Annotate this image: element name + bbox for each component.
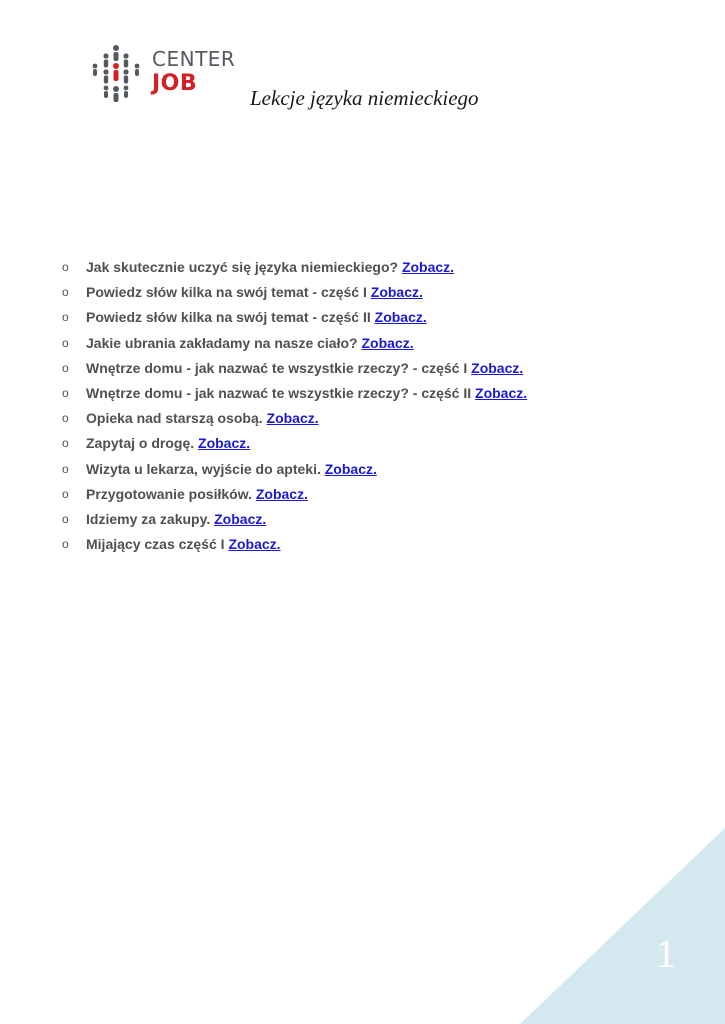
list-item bbox=[60, 458, 680, 483]
logo-text-job: JOB bbox=[152, 71, 198, 96]
lesson-title: Zapytaj o drogę. bbox=[86, 435, 195, 452]
bullet-icon: o bbox=[62, 537, 69, 552]
bullet-icon: o bbox=[62, 461, 69, 476]
list-item bbox=[60, 256, 680, 281]
lesson-title: Idziemy za zakupy. bbox=[86, 510, 211, 527]
list-item bbox=[60, 332, 680, 357]
lesson-title: Powiedz słów kilka na swój temat - część I bbox=[86, 284, 367, 301]
bullet-icon: o bbox=[62, 335, 69, 350]
lesson-list bbox=[60, 256, 680, 558]
center-job-logo bbox=[90, 44, 250, 106]
lesson-title: Mijający czas część I bbox=[86, 536, 225, 553]
bullet-icon: o bbox=[62, 436, 69, 451]
lesson-link[interactable]: Zobacz. bbox=[374, 309, 427, 326]
lesson-link[interactable]: Zobacz. bbox=[361, 334, 414, 351]
lesson-title: Przygotowanie posiłków. bbox=[86, 485, 252, 502]
lesson-link[interactable]: Zobacz. bbox=[370, 284, 423, 301]
corner-decoration bbox=[520, 828, 725, 1024]
list-item bbox=[60, 483, 680, 508]
bullet-icon: o bbox=[62, 310, 69, 325]
lesson-title: Opieka nad starszą osobą. bbox=[86, 410, 263, 427]
bullet-icon: o bbox=[62, 511, 69, 526]
bullet-icon: o bbox=[62, 385, 69, 400]
list-item bbox=[60, 407, 680, 432]
lesson-title: Wnętrze domu - jak nazwać te wszystkie rzeczy? - część I bbox=[86, 359, 468, 376]
lesson-link[interactable]: Zobacz. bbox=[475, 384, 528, 401]
bullet-icon: o bbox=[62, 360, 69, 375]
bullet-icon: o bbox=[62, 260, 69, 274]
bullet-icon: o bbox=[62, 486, 69, 501]
lesson-title: Powiedz słów kilka na swój temat - część II bbox=[86, 309, 371, 326]
page-title: Lekcje języka niemieckiego bbox=[250, 86, 479, 110]
lesson-link[interactable]: Zobacz. bbox=[198, 435, 251, 452]
list-item bbox=[60, 508, 680, 533]
list-item bbox=[60, 432, 680, 457]
page-number: 1 bbox=[656, 931, 676, 976]
logo-text-center: CENTER bbox=[152, 47, 236, 71]
list-item bbox=[60, 382, 680, 407]
list-item bbox=[60, 357, 680, 382]
lesson-link[interactable]: Zobacz. bbox=[266, 410, 319, 427]
list-item bbox=[60, 533, 680, 558]
lesson-title: Jakie ubrania zakładamy na nasze ciało? bbox=[86, 334, 358, 351]
lesson-title: Jak skutecznie uczyć się języka niemieckiego? bbox=[86, 259, 399, 275]
lesson-link[interactable]: Zobacz. bbox=[255, 485, 308, 502]
people-logo-icon bbox=[90, 44, 142, 102]
lesson-link[interactable]: Zobacz. bbox=[214, 510, 267, 527]
lesson-link[interactable]: Zobacz. bbox=[471, 359, 524, 376]
bullet-icon: o bbox=[62, 285, 69, 300]
list-item bbox=[60, 306, 680, 331]
lesson-title: Wizyta u lekarza, wyjście do apteki. bbox=[86, 460, 321, 477]
bullet-icon: o bbox=[62, 411, 69, 426]
lesson-link[interactable]: Zobacz. bbox=[401, 259, 455, 275]
lesson-link[interactable]: Zobacz. bbox=[324, 460, 377, 477]
list-item bbox=[60, 281, 680, 306]
lesson-link[interactable]: Zobacz. bbox=[228, 536, 281, 553]
lesson-title: Wnętrze domu - jak nazwać te wszystkie rzeczy? - część II bbox=[86, 384, 472, 401]
